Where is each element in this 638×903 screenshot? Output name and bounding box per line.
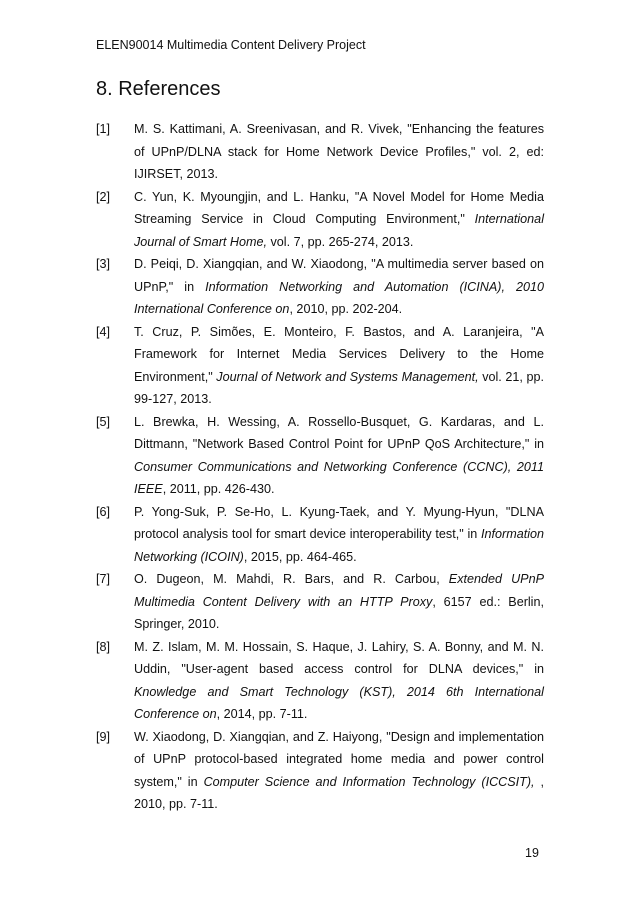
reference-item	[96, 568, 544, 636]
reference-book-title: Extended UPnP Multimedia Content Delivery with an HTTP Proxy	[134, 572, 544, 609]
reference-text	[134, 568, 544, 636]
reference-text	[134, 501, 544, 569]
reference-text-part: P. Yong-Suk, P. Se-Ho, L. Kyung-Taek, and Y. Myung-Hyun, "DLNA protocol analysis tool for smart device interoperability test," in	[134, 504, 544, 541]
reference-number: [8]	[96, 639, 111, 654]
reference-venue-title: Information Networking and Automation (ICINA), 2010 International Conference on	[134, 279, 544, 316]
section-title: 8. References	[96, 78, 221, 100]
page-number: 19	[525, 846, 539, 860]
reference-item	[96, 321, 544, 411]
reference-item	[96, 411, 544, 501]
reference-journal-title: Journal of Network and Systems Management,	[216, 369, 479, 384]
reference-item	[96, 253, 544, 321]
reference-text	[134, 321, 544, 411]
reference-text-part: T. Cruz, P. Simões, E. Monteiro, F. Bastos, and A. Laranjeira, "A Framework for Internet Media Services Delivery to the Home Environment,"	[134, 324, 544, 384]
reference-venue-title: Knowledge and Smart Technology (KST), 2014 6th International Conference on	[134, 684, 544, 721]
reference-text-part: M. Z. Islam, M. M. Hossain, S. Haque, J. Lahiry, S. A. Bonny, and M. N. Uddin, "User-agent based access control for DLNA devices," in	[134, 639, 544, 676]
reference-text-part: M. S. Kattimani, A. Sreenivasan, and R. Vivek, "Enhancing the features of UPnP/DLNA stack for Home Network Device Profiles," vol. 2, ed: IJIRSET, 2013.	[134, 122, 544, 181]
reference-number: [5]	[96, 414, 111, 429]
reference-venue-title: Information Networking (ICOIN)	[134, 527, 544, 564]
reference-text-part: , 2010, pp. 202-204.	[289, 302, 403, 316]
reference-number: [9]	[96, 729, 111, 744]
reference-text-part: C. Yun, K. Myoungjin, and L. Hanku, "A Novel Model for Home Media Streaming Service in Cloud Computing Environment,"	[134, 189, 544, 226]
reference-text-part: , 2014, pp. 7-11.	[216, 707, 308, 721]
reference-venue-title: Consumer Communications and Networking Conference (CCNC), 2011 IEEE	[134, 459, 544, 496]
reference-text	[134, 118, 544, 186]
reference-number: [7]	[96, 572, 111, 586]
reference-item	[96, 636, 544, 726]
reference-text-part: , 2015, pp. 464-465.	[243, 549, 357, 564]
reference-text	[134, 726, 544, 816]
reference-item	[96, 726, 544, 816]
reference-item	[96, 118, 544, 186]
reference-number: [2]	[96, 189, 111, 204]
reference-number: [6]	[96, 504, 111, 519]
reference-number: [3]	[96, 257, 111, 271]
reference-item	[96, 501, 544, 569]
reference-number: [1]	[96, 122, 111, 136]
reference-text-part: W. Xiaodong, D. Xiangqian, and Z. Haiyong, "Design and implementation of UPnP protocol-based integrated home media and power control system," in	[134, 729, 544, 789]
reference-list	[96, 118, 544, 816]
reference-venue-title: Computer Science and Information Technology (ICCSIT),	[203, 774, 535, 789]
reference-text	[134, 636, 544, 726]
reference-text-part: D. Peiqi, D. Xiangqian, and W. Xiaodong, "A multimedia server based on UPnP," in	[134, 257, 544, 294]
reference-text	[134, 186, 544, 254]
reference-text-part: O. Dugeon, M. Mahdi, R. Bars, and R. Carbou,	[134, 572, 449, 586]
reference-text	[134, 253, 544, 321]
page-header: ELEN90014 Multimedia Content Delivery Project	[96, 38, 366, 52]
reference-text-part: , 2010, pp. 7-11.	[134, 774, 544, 811]
reference-text-part: vol. 21, pp. 99-127, 2013.	[134, 369, 545, 406]
reference-text-part: vol. 7, pp. 265-274, 2013.	[267, 234, 414, 249]
reference-text-part: L. Brewka, H. Wessing, A. Rossello-Busquet, G. Kardaras, and L. Dittmann, "Network Based Control Point for UPnP QoS Architecture," in	[134, 414, 544, 451]
reference-journal-title: International Journal of Smart Home,	[134, 212, 544, 249]
reference-text-part: , 2011, pp. 426-430.	[162, 482, 275, 496]
reference-text	[134, 411, 544, 501]
reference-item	[96, 186, 544, 254]
reference-text-part: , 6157 ed.: Berlin, Springer, 2010.	[134, 594, 544, 631]
reference-number: [4]	[96, 324, 111, 339]
